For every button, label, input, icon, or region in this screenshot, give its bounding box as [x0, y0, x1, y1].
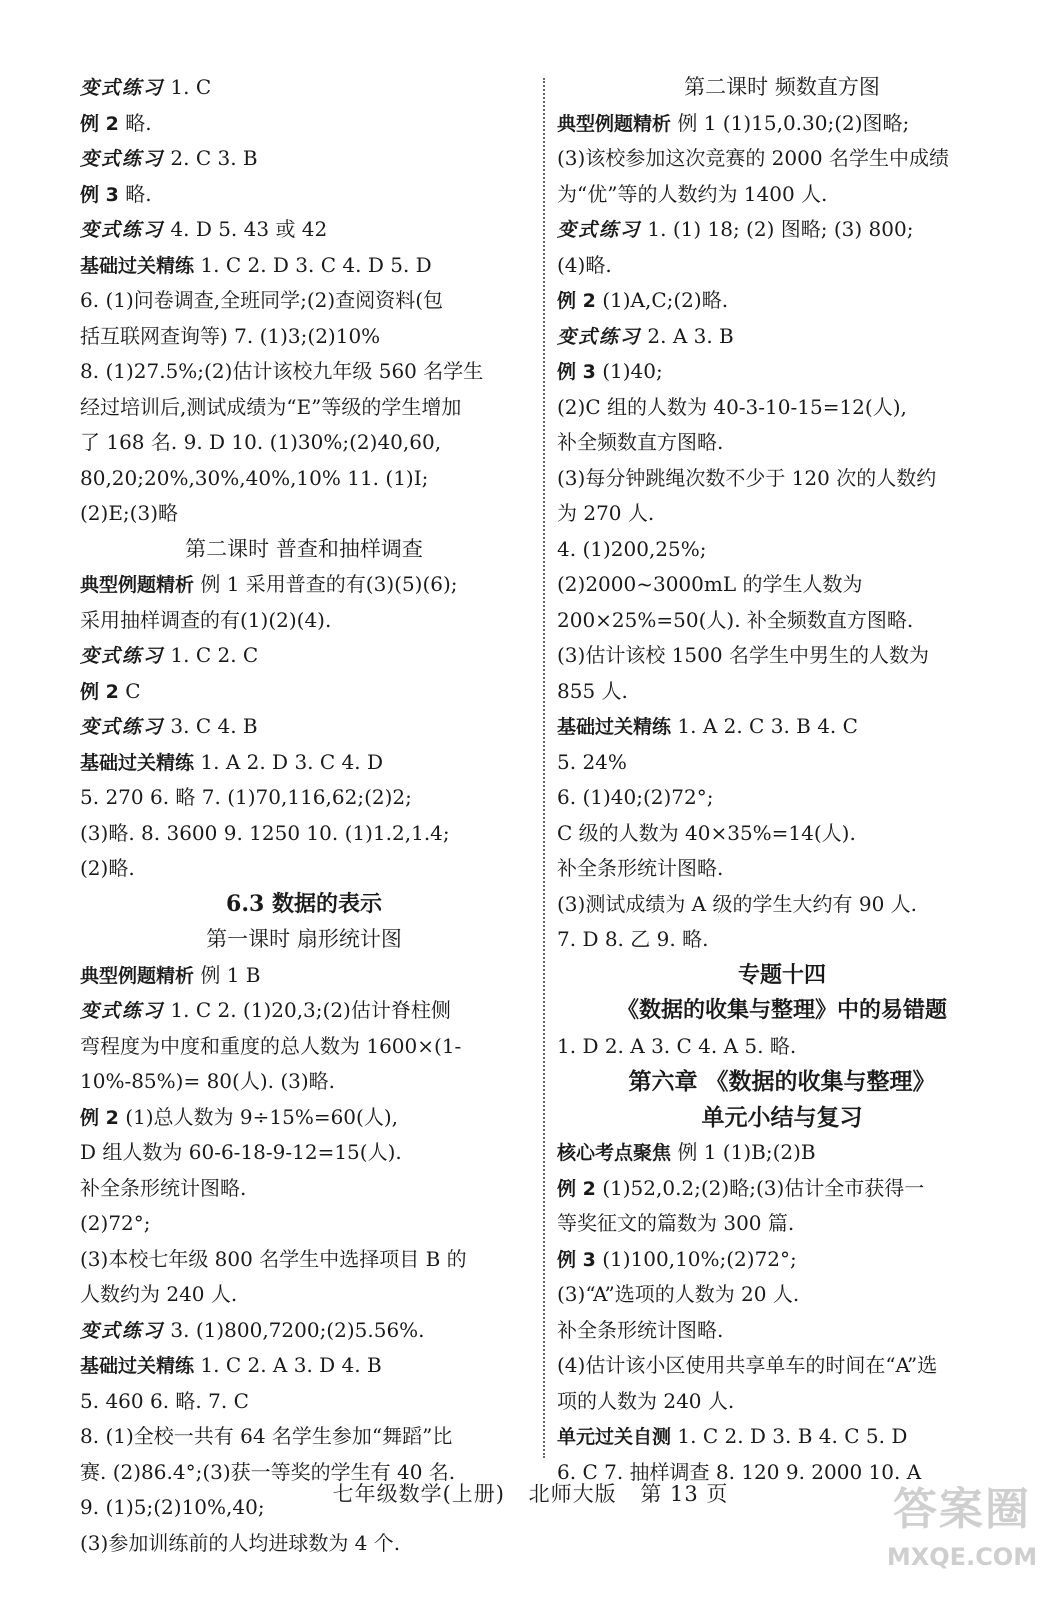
answer-line: [80, 1135, 528, 1171]
answer-label: 典型例题精析: [80, 964, 195, 987]
answer-text: 为“优”等的人数约为 1400 人.: [557, 181, 828, 206]
answer-text: (3)估计该校 1500 名学生中男生的人数为: [557, 643, 929, 667]
answer-text: 补全条形统计图略.: [557, 1317, 724, 1342]
variant-practice-label: 变式练习: [80, 77, 165, 99]
answer-label: 例 3: [557, 1248, 596, 1271]
answer-line: [557, 674, 1007, 710]
answer-text: 5. 24%: [557, 749, 627, 774]
answer-text: 200×25%=50(人). 补全频数直方图略.: [557, 607, 914, 632]
answer-text: 5. 270 6. 略 7. (1)70,116,62;(2)2;: [80, 785, 412, 809]
answer-text: 为 270 人.: [557, 501, 655, 525]
section-heading: 6.3 数据的表示: [226, 890, 382, 917]
answer-line: [557, 354, 1007, 390]
answer-line: [557, 461, 1007, 497]
answer-line: [557, 1135, 1007, 1171]
answer-text: 采用抽样调查的有(1)(2)(4).: [80, 607, 332, 632]
answer-text: 3. C 4. B: [164, 714, 258, 738]
answer-line: [80, 248, 528, 284]
answer-text: (3)参加训练前的人均进球数为 4 个.: [80, 1530, 401, 1555]
answer-line: [557, 1419, 1007, 1455]
answer-line: [80, 354, 528, 390]
answer-line: [557, 922, 1007, 958]
answer-text: D 组人数为 60-6-18-9-12=15(人).: [80, 1140, 402, 1164]
answer-text: 4. (1)200,25%;: [557, 536, 707, 561]
answer-text: (4)略.: [557, 252, 612, 277]
answer-text: C 级的人数为 40×35%=14(人).: [557, 820, 856, 845]
footer-page-number: 第 13 页: [640, 1482, 729, 1506]
section-heading: 单元小结与复习: [701, 1103, 863, 1131]
answer-text: 1. C 2. A 3. D 4. B: [194, 1353, 382, 1377]
answer-line: [557, 1384, 1007, 1420]
answer-line: [557, 567, 1007, 603]
answer-label: 例 2: [557, 290, 596, 312]
answer-label: 例 2: [557, 1177, 596, 1200]
answer-line: [80, 1419, 528, 1455]
answer-line: [80, 709, 528, 745]
variant-practice-label: 变式练习: [80, 716, 165, 738]
answer-text: 1. A 2. D 3. C 4. D: [194, 749, 384, 774]
answer-text: 855 人.: [557, 678, 628, 703]
answer-text: 补全频数直方图略.: [557, 430, 724, 454]
answer-line: [80, 1206, 528, 1242]
answer-label: 例 2: [80, 112, 119, 135]
answer-label: 核心考点聚焦: [557, 1142, 672, 1164]
section-heading: 专题十四: [737, 961, 826, 988]
section-heading: 第二课时 频数直方图: [684, 75, 880, 99]
answer-line: [80, 1100, 528, 1136]
answer-text: 2. A 3. B: [641, 323, 734, 348]
answer-line: [80, 177, 528, 213]
answer-text: 例 1 (1)15,0.30;(2)图略;: [671, 110, 910, 135]
answer-line: [80, 1242, 528, 1278]
answer-text: 1. C: [164, 75, 212, 99]
answer-line: [557, 709, 1007, 745]
watermark-logo: [877, 1478, 1047, 1588]
answer-line: [80, 425, 528, 461]
answer-label: 例 2: [80, 1106, 119, 1129]
left-column: [80, 70, 528, 1561]
answer-text: 9. (1)5;(2)10%,40;: [80, 1495, 265, 1519]
watermark-url: MXQE.COM: [886, 1543, 1038, 1571]
answer-line: [557, 248, 1007, 284]
answer-line: [80, 674, 528, 710]
answer-text: (1)总人数为 9÷15%=60(人),: [118, 1104, 398, 1129]
watermark-logo-text: 答案圈: [893, 1484, 1031, 1535]
section-heading: 第六章 《数据的收集与整理》: [628, 1068, 936, 1095]
variant-practice-label: 变式练习: [80, 645, 165, 667]
answer-line: [557, 745, 1007, 781]
answer-text: (2)略.: [80, 856, 135, 880]
answer-line: [80, 319, 528, 355]
answer-text: (3)每分钟跳绳次数不少于 120 次的人数约: [557, 465, 937, 490]
answer-text: 1. (1) 18; (2) 图略; (3) 800;: [641, 217, 914, 241]
answer-line: [557, 141, 1007, 177]
answer-text: 例 1 采用普查的有(3)(5)(6);: [194, 572, 458, 596]
answer-line: [557, 106, 1007, 142]
answer-line: [557, 319, 1007, 355]
answer-label: 例 2: [80, 680, 119, 703]
answer-text: 2. C 3. B: [164, 146, 258, 170]
footer-grade: 七年级数学(上册): [332, 1482, 505, 1506]
answer-text: 赛. (2)86.4°;(3)获一等奖的学生有 40 名.: [80, 1459, 456, 1484]
answer-line: [80, 1029, 528, 1065]
answer-text: (3)略. 8. 3600 9. 1250 10. (1)1.2,1.4;: [80, 820, 450, 845]
answer-line: [80, 1064, 528, 1100]
answer-text: 1. C 2. (1)20,3;(2)估计脊柱侧: [164, 998, 451, 1022]
answer-text: 略.: [118, 181, 152, 206]
answer-text: (3)测试成绩为 A 级的学生大约有 90 人.: [557, 891, 918, 916]
answer-line: [557, 177, 1007, 213]
answer-text: (1)100,10%;(2)72°;: [595, 1246, 797, 1271]
answer-text: 80,20;20%,30%,40%,10% 11. (1)I;: [80, 465, 429, 490]
answer-line: [80, 603, 528, 639]
answer-line: [80, 283, 528, 319]
answer-text: 例 1 B: [194, 962, 261, 987]
answer-line: [80, 1384, 528, 1420]
answer-line: [557, 496, 1007, 532]
answer-text: (3)“A”选项的人数为 20 人.: [557, 1282, 800, 1306]
answer-line: [80, 1277, 528, 1313]
variant-practice-label: 变式练习: [557, 219, 642, 241]
answer-line: [557, 1029, 1007, 1065]
answer-text: 3. (1)800,7200;(2)5.56%.: [164, 1317, 425, 1342]
answer-line: [557, 212, 1007, 248]
variant-practice-label: 变式练习: [80, 1319, 165, 1342]
variant-practice-label: 变式练习: [80, 1000, 165, 1022]
answer-line: [557, 851, 1007, 887]
answer-text: 1. C 2. D 3. C 4. D 5. D: [194, 252, 432, 277]
answer-line: [80, 70, 528, 106]
answer-line: [80, 993, 528, 1029]
answer-line: [557, 425, 1007, 461]
answer-line: [80, 106, 528, 142]
answer-line: [557, 603, 1007, 639]
answer-line: [557, 532, 1007, 568]
answer-text: 5. 460 6. 略. 7. C: [80, 1388, 249, 1413]
answer-line: [80, 567, 528, 603]
answer-label: 例 3: [557, 361, 596, 383]
variant-practice-label: 变式练习: [557, 325, 642, 348]
section-heading: 《数据的收集与整理》中的易错题: [616, 997, 947, 1023]
answer-line: [80, 638, 528, 674]
answer-text: 项的人数为 240 人.: [557, 1388, 735, 1413]
answer-text: (2)E;(3)略: [80, 501, 178, 525]
answer-line: [557, 1277, 1007, 1313]
answer-text: (4)估计该小区使用共享单车的时间在“A”选: [557, 1353, 938, 1377]
answer-line: [80, 745, 528, 781]
answer-line: [80, 1526, 528, 1562]
answer-label: 基础过关精练: [557, 716, 672, 738]
answer-label: 基础过关精练: [80, 1355, 195, 1377]
answer-label: 典型例题精析: [80, 574, 195, 596]
answer-text: 1. C 2. D 3. B 4. C 5. D: [671, 1424, 908, 1448]
answer-line: [80, 141, 528, 177]
answer-text: 7. D 8. 乙 9. 略.: [557, 927, 709, 951]
footer-edition: 北师大版: [528, 1482, 617, 1506]
answer-line: [80, 1313, 528, 1349]
answer-text: 了 168 名. 9. D 10. (1)30%;(2)40,60,: [80, 430, 442, 454]
answer-line: [557, 816, 1007, 852]
answer-text: 4. D 5. 43 或 42: [164, 217, 328, 241]
answer-line: [557, 1313, 1007, 1349]
column-divider: [543, 78, 545, 1458]
answer-label: 例 3: [80, 183, 119, 206]
answer-line: [80, 1171, 528, 1207]
answer-line: [557, 1171, 1007, 1207]
answer-text: (3)该校参加这次竞赛的 2000 名学生中成绩: [557, 146, 949, 170]
answer-line: [80, 496, 528, 532]
answer-line: [80, 958, 528, 994]
right-column: [557, 70, 1007, 1490]
answer-line: [80, 1348, 528, 1384]
answer-text: (2)2000~3000mL 的学生人数为: [557, 572, 863, 596]
answer-line: [80, 212, 528, 248]
answer-text: 1. C 2. C: [164, 643, 259, 667]
answer-line: [80, 780, 528, 816]
answer-text: 10%-85%)= 80(人). (3)略.: [80, 1069, 336, 1093]
answer-text: 人数约为 240 人.: [80, 1282, 238, 1306]
section-heading: 第一课时 扇形统计图: [206, 927, 402, 951]
variant-practice-label: 变式练习: [80, 219, 165, 241]
answer-line: [80, 816, 528, 852]
answer-label: 基础过关精练: [80, 751, 195, 774]
answer-line: [557, 390, 1007, 426]
answer-line: [80, 851, 528, 887]
answer-text: (1)52,0.2;(2)略;(3)估计全市获得一: [595, 1175, 925, 1200]
answer-text: C: [118, 678, 141, 703]
answer-text: (2)72°;: [80, 1211, 151, 1235]
answer-line: [557, 887, 1007, 923]
answer-text: (2)C 组的人数为 40-3-10-15=12(人),: [557, 394, 907, 419]
answer-text: 等奖征文的篇数为 300 篇.: [557, 1211, 795, 1235]
answer-text: (1)A,C;(2)略.: [595, 288, 729, 312]
answer-line: [557, 1206, 1007, 1242]
section-heading: 第二课时 普查和抽样调查: [185, 536, 423, 561]
answer-line: [557, 1242, 1007, 1278]
answer-line: [557, 780, 1007, 816]
answer-text: 括互联网查询等) 7. (1)3;(2)10%: [80, 323, 381, 348]
answer-text: 6. C 7. 抽样调查 8. 120 9. 2000 10. A: [557, 1459, 922, 1484]
answer-text: 1. A 2. C 3. B 4. C: [671, 714, 858, 738]
answer-label: 基础过关精练: [80, 254, 195, 277]
answer-text: 补全条形统计图略.: [557, 856, 724, 880]
answer-text: 经过培训后,测试成绩为“E”等级的学生增加: [80, 394, 462, 419]
answer-text: (3)本校七年级 800 名学生中选择项目 B 的: [80, 1246, 467, 1271]
answer-text: (1)40;: [595, 359, 663, 383]
answer-text: 6. (1)问卷调查,全班同学;(2)查阅资料(包: [80, 288, 443, 312]
answer-line: [557, 283, 1007, 319]
answer-line: [80, 461, 528, 497]
answer-line: [557, 1348, 1007, 1384]
answer-text: 8. (1)27.5%;(2)估计该校九年级 560 名学生: [80, 359, 484, 383]
answer-text: 1. D 2. A 3. C 4. A 5. 略.: [557, 1033, 797, 1058]
answer-text: 8. (1)全校一共有 64 名学生参加“舞蹈”比: [80, 1424, 453, 1448]
answer-text: 6. (1)40;(2)72°;: [557, 785, 714, 809]
variant-practice-label: 变式练习: [80, 148, 165, 170]
answer-text: 略.: [118, 110, 152, 135]
answer-text: 例 1 (1)B;(2)B: [671, 1140, 816, 1164]
answer-line: [80, 390, 528, 426]
answer-line: [557, 638, 1007, 674]
answer-text: 补全条形统计图略.: [80, 1175, 247, 1200]
answer-text: 弯程度为中度和重度的总人数为 1600×(1-: [80, 1033, 462, 1058]
answer-label: 典型例题精析: [557, 112, 672, 135]
answer-label: 单元过关自测: [557, 1426, 672, 1448]
